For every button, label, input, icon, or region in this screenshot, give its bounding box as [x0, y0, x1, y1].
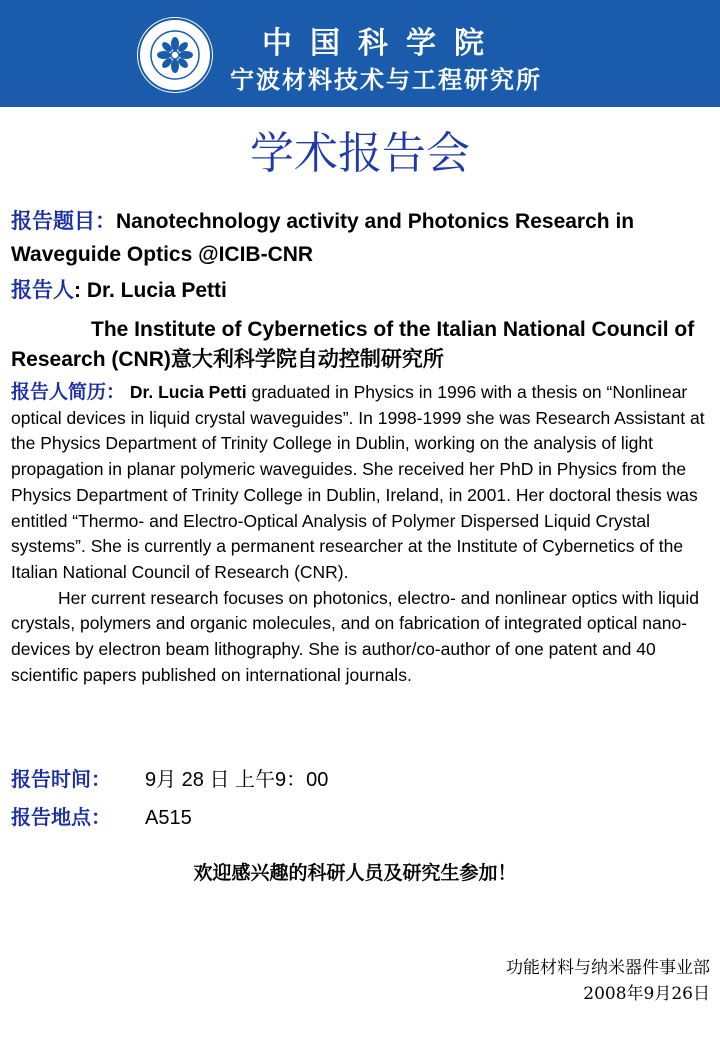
affiliation-text: The Institute of Cybernetics of the Italian National Council of Research (CNR)意大利科学院自动控制研究所 — [11, 318, 695, 371]
bio-section — [11, 380, 716, 688]
institute-name: 宁波材料技术与工程研究所 — [230, 65, 542, 94]
time-label: 报告时间： — [11, 769, 111, 791]
page-title: 学术报告会 — [250, 128, 470, 179]
speaker-section — [11, 277, 716, 305]
cas-logo-icon — [137, 17, 213, 93]
speaker-value: Dr. Lucia Petti — [81, 279, 227, 302]
topic-value: Nanotechnology activity and Photonics Research in Waveguide Optics @ICIB-CNR — [11, 210, 635, 266]
time-section — [11, 766, 716, 794]
bio-label: 报告人简历： — [11, 382, 126, 403]
place-section — [11, 804, 716, 832]
footer-date: 2008年9月26日 — [583, 984, 710, 1004]
speaker-label: 报告人 — [11, 279, 74, 302]
header-banner — [0, 0, 720, 107]
place-value: A515 — [145, 807, 192, 829]
speaker-colon: : — [74, 279, 81, 302]
place-label: 报告地点： — [11, 807, 111, 829]
speaker-affiliation — [11, 315, 716, 375]
footer-department: 功能材料与纳米器件事业部 — [506, 958, 710, 978]
bio-paragraph-1: graduated in Physics in 1996 with a thesis on “Nonlinear optical devices in liquid crystal waveguides”. In 1998-1999 she was Research Assistant at the Physics Department of Trinity College in Dublin, working on the analysis of light propagation in planar polymeric waveguides. She received her PhD in Physics from the Physics Department of Trinity College in Dublin, Ireland, in 2001. Her doctoral thesis was entitled “Thermo- and Electro-Optical Analysis of Polymer Dispersed Liquid Crystal systems”. She is currently a permanent researcher at the Institute of Cybernetics of the Italian National Council of Research (CNR). — [11, 382, 705, 582]
bio-name: Dr. Lucia Petti — [129, 382, 247, 402]
bio-paragraph-2: Her current research focuses on photonics, electro- and nonlinear optics with liquid crystals, polymers and organic molecules, and on fabrication of integrated optical nano-devices by electron beam lithography. She is author/co-author of one patent and 40 scientific papers published on international journals. — [11, 587, 700, 685]
welcome-message: 欢迎感兴趣的科研人员及研究生参加！ — [193, 862, 517, 884]
time-value: 9月 28 日 上午9：00 — [145, 769, 329, 791]
topic-section — [11, 205, 716, 271]
topic-label: 报告题目： — [11, 210, 116, 233]
org-name: 中国科学院 — [262, 26, 502, 61]
